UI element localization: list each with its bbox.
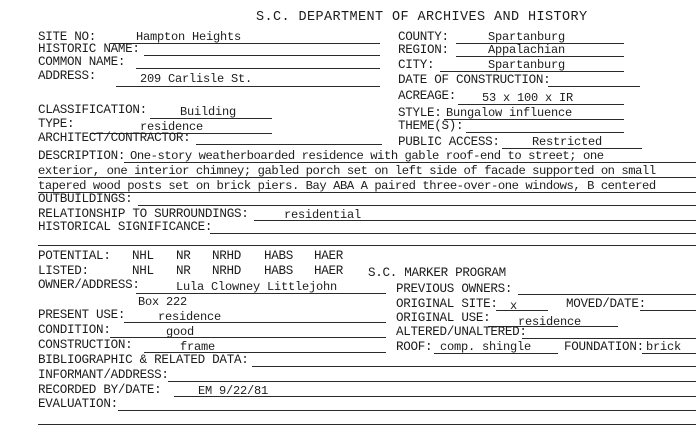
line-outbuildings: [138, 205, 696, 206]
label-county: COUNTY:: [398, 30, 449, 44]
label-roof: ROOF:: [396, 340, 433, 354]
line-site-no: [110, 43, 380, 44]
line-description-3: [38, 192, 696, 193]
line-historic-name: [144, 55, 380, 56]
listed-nrhd: NRHD: [212, 264, 242, 278]
line-foundation: [642, 353, 696, 354]
label-public-access: PUBLIC ACCESS:: [398, 135, 500, 149]
potential-nhl: NHL: [132, 249, 154, 263]
value-classification: Building: [180, 105, 237, 119]
label-architect: ARCHITECT/CONTRACTOR:: [38, 131, 191, 145]
label-moved-date: MOVED/DATE:: [566, 297, 646, 311]
listed-nr: NR: [176, 264, 191, 278]
value-city: Spartanburg: [488, 58, 566, 72]
label-address: ADDRESS:: [38, 69, 97, 83]
value-recorded-by: EM 9/22/81: [198, 384, 269, 398]
value-roof: comp. shingle: [440, 340, 532, 354]
line-owner-1: [136, 293, 386, 294]
value-original-site: x: [510, 299, 518, 313]
label-construction: CONSTRUCTION:: [38, 338, 133, 352]
label-outbuildings: OUTBUILDINGS:: [38, 192, 133, 206]
description-line-2: exterior, one interior chimney; gabled porch set on left side of facade supported on small: [38, 164, 656, 178]
line-bibliographic: [252, 366, 696, 367]
label-style: STYLE:: [398, 106, 442, 120]
value-region: Appalachian: [488, 43, 566, 57]
listed-haer: HAER: [314, 264, 344, 278]
value-type: residence: [140, 120, 204, 134]
label-foundation: FOUNDATION:: [564, 340, 644, 354]
label-city: CITY:: [398, 58, 435, 72]
line-evaluation-2: [38, 424, 696, 425]
line-condition: [110, 337, 386, 338]
value-original-use: residence: [518, 315, 582, 329]
line-moved-date: [640, 310, 696, 311]
listed-nhl: NHL: [132, 264, 154, 278]
label-date-of-construction: DATE OF CONSTRUCTION:: [398, 73, 551, 87]
label-type: TYPE:: [38, 117, 75, 131]
value-owner-line-2: Box 222: [138, 295, 188, 309]
line-roof: [434, 353, 558, 354]
value-condition: good: [166, 325, 195, 339]
label-historic-name: HISTORIC NAME:: [38, 42, 140, 56]
line-acreage: [458, 104, 624, 105]
line-original-site: [496, 310, 548, 311]
line-city: [440, 71, 624, 72]
line-architect: [196, 144, 382, 145]
line-classification: [150, 118, 272, 119]
label-evaluation: EVALUATION:: [38, 397, 118, 411]
value-relationship: residential: [284, 208, 362, 222]
label-listed: LISTED:: [38, 264, 89, 278]
value-construction: frame: [180, 340, 216, 354]
label-acreage: ACREAGE:: [398, 89, 457, 103]
value-style: Bungalow influence: [446, 106, 573, 120]
line-recorded-by: [174, 396, 696, 397]
description-line-3: tapered wood posts set on brick piers. Bay ABA A paired three-over-one windows, B centered: [38, 179, 656, 193]
potential-haer: HAER: [314, 249, 344, 263]
marker-program-heading: S.C. MARKER PROGRAM: [368, 266, 506, 280]
line-present-use: [124, 322, 386, 323]
label-description: DESCRIPTION:: [38, 149, 126, 163]
line-date-of-construction: [548, 86, 640, 87]
label-region: REGION:: [398, 43, 449, 57]
label-original-site: ORIGINAL SITE:: [396, 297, 498, 311]
label-informant: INFORMANT/ADDRESS:: [38, 368, 169, 382]
value-county: Spartanburg: [488, 30, 566, 44]
value-present-use: residence: [158, 310, 222, 324]
label-potential: POTENTIAL:: [38, 249, 111, 263]
label-altered: ALTERED/UNALTERED:: [396, 325, 527, 339]
value-acreage: 53 x 100 x IR: [482, 91, 574, 105]
label-recorded-by: RECORDED BY/DATE:: [38, 383, 162, 397]
label-previous-owners: PREVIOUS OWNERS:: [396, 282, 513, 296]
label-owner-address: OWNER/ADDRESS:: [38, 278, 140, 292]
line-common-name: [136, 68, 380, 69]
line-style: [444, 119, 624, 120]
line-themes: [466, 132, 624, 133]
label-common-name: COMMON NAME:: [38, 55, 126, 69]
line-informant: [168, 381, 696, 382]
line-description-2: [38, 177, 696, 178]
description-line-1: One-story weatherboarded residence with gable roof-end to street; one: [130, 149, 604, 163]
line-historical-significance-1: [210, 233, 696, 234]
value-address: 209 Carlisle St.: [140, 72, 253, 86]
line-altered: [522, 338, 696, 339]
label-bibliographic: BIBLIOGRAPHIC & RELATED DATA:: [38, 353, 249, 367]
label-themes: THEME(S):: [398, 119, 464, 133]
value-foundation: brick: [646, 340, 682, 354]
label-classification: CLASSIFICATION:: [38, 103, 147, 117]
potential-habs: HABS: [264, 249, 294, 263]
value-site-no: Hampton Heights: [136, 30, 242, 44]
line-relationship: [254, 220, 696, 221]
potential-nrhd: NRHD: [212, 249, 242, 263]
label-condition: CONDITION:: [38, 323, 111, 337]
line-address: [116, 86, 380, 87]
potential-nr: NR: [176, 249, 191, 263]
line-previous-owners: [518, 294, 696, 295]
value-owner-line-1: Lula Clowney Littlejohn: [176, 280, 338, 294]
label-site-no: SITE NO:: [38, 30, 97, 44]
line-description-1: [124, 162, 696, 163]
line-evaluation-1: [118, 410, 696, 411]
listed-habs: HABS: [264, 264, 294, 278]
line-historical-significance-2: [38, 245, 696, 246]
label-historical-significance: HISTORICAL SIGNIFICANCE:: [38, 220, 213, 234]
form-title: S.C. DEPARTMENT OF ARCHIVES AND HISTORY: [256, 10, 588, 25]
value-public-access: Restricted: [532, 135, 603, 149]
label-present-use: PRESENT USE:: [38, 308, 126, 322]
line-region: [456, 56, 624, 57]
label-original-use: ORIGINAL USE:: [396, 311, 491, 325]
label-relationship: RELATIONSHIP TO SURROUNDINGS:: [38, 207, 249, 221]
